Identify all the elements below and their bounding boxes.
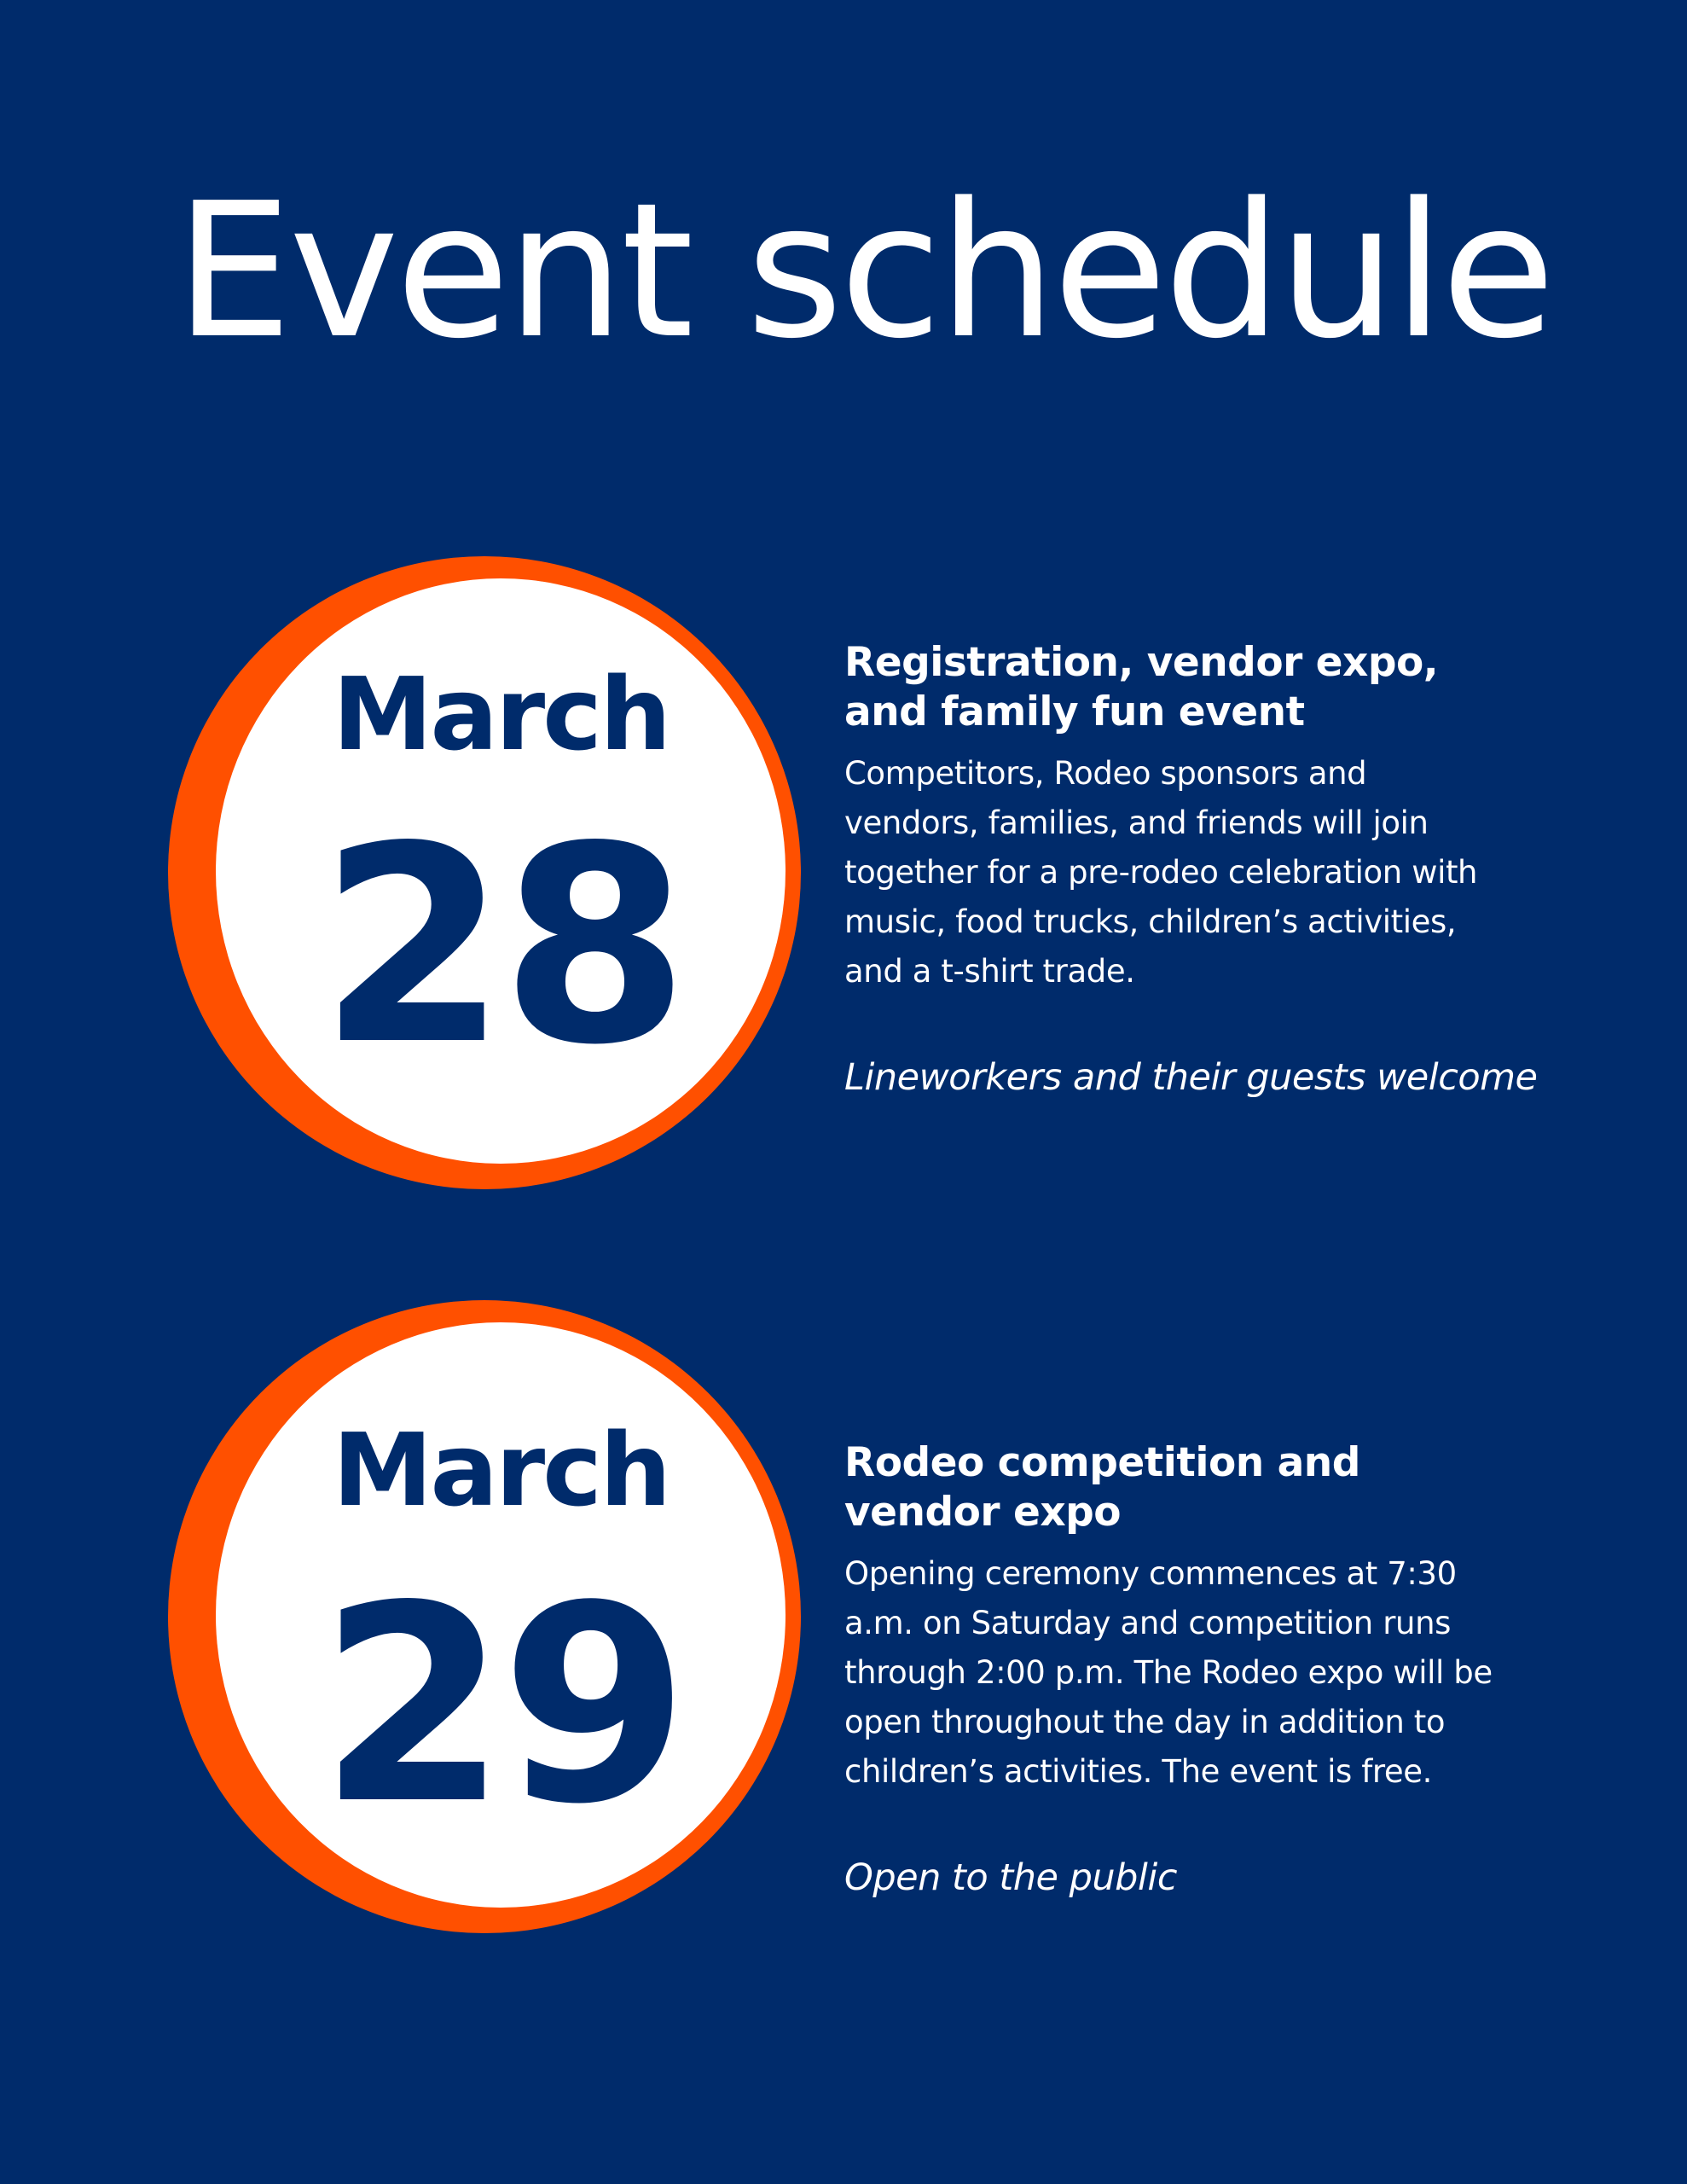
badge-month: March	[332, 1411, 670, 1529]
date-badge-inner	[216, 1322, 786, 1908]
event-info-march-29	[844, 1438, 1544, 1902]
date-badge-march-29	[168, 1300, 801, 1933]
event-note: Open to the public	[844, 1856, 1177, 1899]
event-note: Lineworkers and their guests welcome	[844, 1056, 1538, 1099]
event-title: Registration, vendor expo, and family fun event	[844, 639, 1439, 735]
event-description: Opening ceremony commences at 7:30 a.m. on Saturday and competition runs through 2:00 p.m. The Rodeo expo will be open throughout the day in addition to children’s activities. The event is free.	[844, 1555, 1493, 1790]
badge-month: March	[332, 655, 670, 773]
badge-day: 29	[318, 1548, 683, 1863]
event-description: Competitors, Rodeo sponsors and vendors, families, and friends will join together for a pre-rodeo celebration with music, food trucks, children’s activities, and a t-shirt trade.	[844, 755, 1478, 990]
date-badge-inner	[216, 578, 786, 1164]
page-title: Event schedule	[175, 164, 1552, 380]
date-badge-march-28	[168, 556, 801, 1189]
event-info-march-28	[844, 638, 1544, 1102]
event-title: Rodeo competition and vendor expo	[844, 1439, 1360, 1536]
badge-day: 28	[318, 788, 683, 1104]
